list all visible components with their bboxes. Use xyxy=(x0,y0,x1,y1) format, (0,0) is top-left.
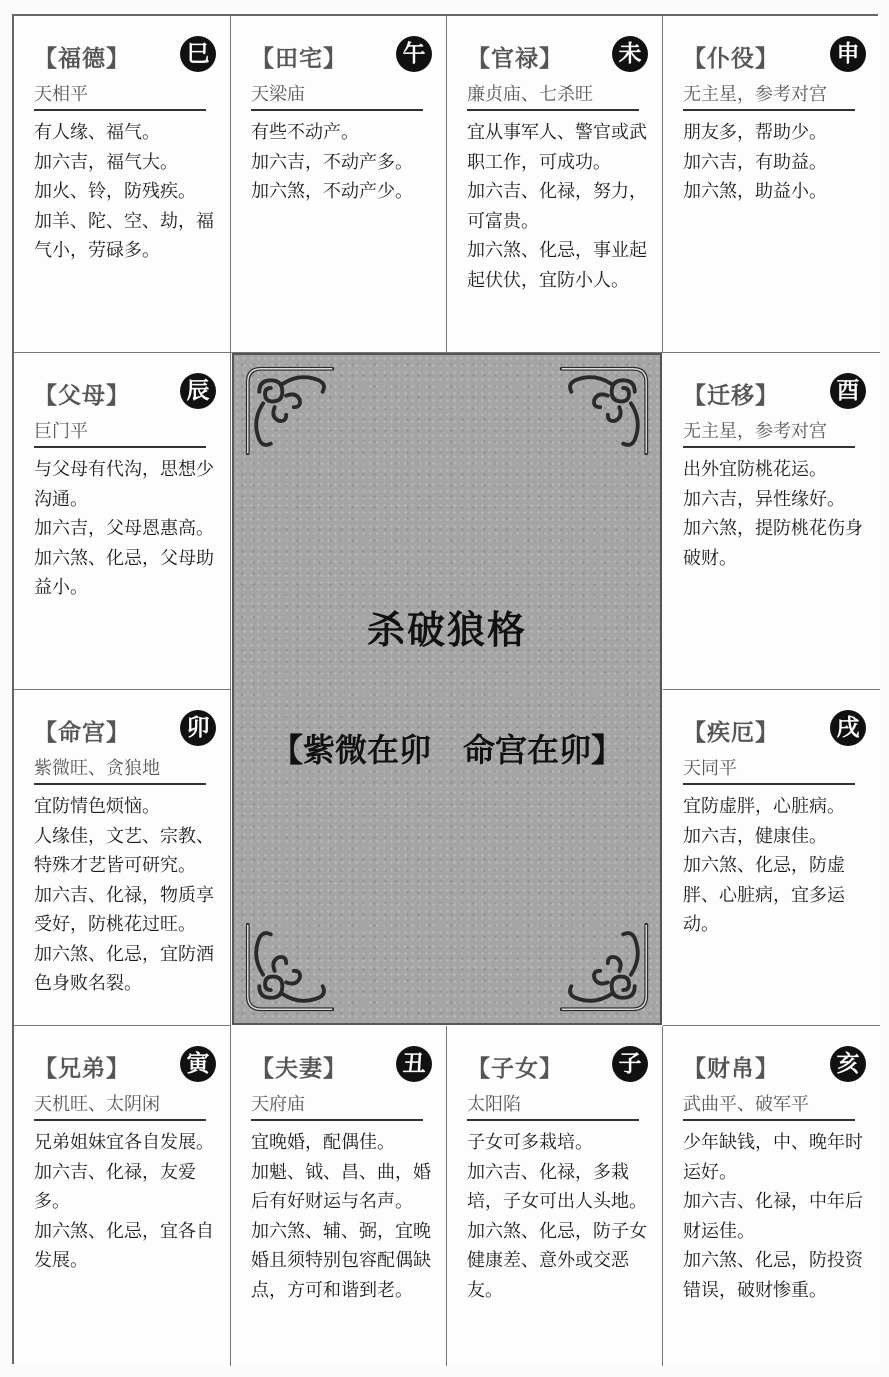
description-line: 加六吉、化禄，友爱多。 xyxy=(34,1161,196,1212)
description-line: 加六煞、化忌，父母助益小。 xyxy=(34,547,214,598)
palace-name: 【父母】 xyxy=(34,383,130,409)
palace-stars: 天梁庙 xyxy=(251,80,423,111)
description-line: 加六吉，异性缘好。 xyxy=(683,488,845,510)
description-line: 加六吉，健康佳。 xyxy=(683,825,827,847)
palace-stars: 武曲平、破军平 xyxy=(683,1090,855,1121)
palace-description xyxy=(683,118,870,207)
palace-description xyxy=(467,1128,652,1305)
description-line: 人缘佳，文艺、宗教、特殊才艺皆可研究。 xyxy=(34,825,214,876)
branch-badge: 子 xyxy=(612,1046,648,1082)
description-line: 加六煞、化忌，事业起起伏伏，宜防小人。 xyxy=(467,240,647,291)
description-line: 有人缘、福气。 xyxy=(34,122,160,143)
description-line: 加六吉、化禄，努力，可富贵。 xyxy=(467,181,647,232)
description-line: 加羊、陀、空、劫，福气小，劳碌多。 xyxy=(34,210,214,261)
palace-stars: 太阳陷 xyxy=(467,1090,639,1121)
description-line: 宜晚婚，配偶佳。 xyxy=(251,1132,395,1153)
description-line: 加六吉，不动产多。 xyxy=(251,151,413,173)
branch-badge: 寅 xyxy=(180,1046,216,1082)
palace-name: 【财帛】 xyxy=(683,1056,779,1082)
palace-name: 【田宅】 xyxy=(251,46,347,72)
corner-ornament-icon xyxy=(242,363,338,459)
corner-ornament-icon xyxy=(556,919,652,1015)
palace-stars: 天府庙 xyxy=(251,1090,423,1121)
description-line: 出外宜防桃花运。 xyxy=(683,459,827,480)
description-line: 加火、铃，防残疾。 xyxy=(34,181,196,202)
description-line: 加六吉、化禄，中年后财运佳。 xyxy=(683,1191,863,1242)
palace-description xyxy=(34,118,220,266)
palace-cell-xiongdi xyxy=(14,1026,231,1366)
branch-badge: 亥 xyxy=(830,1046,866,1082)
palace-stars: 无主星，参考对宫 xyxy=(683,417,855,448)
palace-cell-fuqi xyxy=(231,1026,447,1366)
palace-stars: 廉贞庙、七杀旺 xyxy=(467,80,639,111)
palace-name: 【命宫】 xyxy=(34,720,130,746)
description-line: 加六吉、化禄，多栽培，子女可出人头地。 xyxy=(467,1161,647,1212)
description-line: 有些不动产。 xyxy=(251,122,359,143)
palace-description xyxy=(251,118,436,207)
palace-stars: 巨门平 xyxy=(34,417,206,448)
description-line: 朋友多，帮助少。 xyxy=(683,122,827,143)
palace-cell-guanlu xyxy=(447,16,663,353)
palace-description xyxy=(683,792,870,940)
description-line: 宜从事军人、警官或武职工作，可成功。 xyxy=(467,122,647,173)
pattern-subtitle: 【紫微在卯 命宫在卯】 xyxy=(270,731,623,769)
description-line: 加六煞、化忌，宜各自发展。 xyxy=(34,1220,214,1271)
description-line: 加六煞、化忌，防虚胖、心脏病，宜多运动。 xyxy=(683,855,845,935)
description-line: 宜防情色烦恼。 xyxy=(34,796,160,817)
ziwei-chart-board xyxy=(12,14,878,1364)
palace-stars: 天机旺、太阴闲 xyxy=(34,1090,206,1121)
description-line: 与父母有代沟，思想少沟通。 xyxy=(34,459,214,510)
palace-cell-tianzhai xyxy=(231,16,447,353)
palace-name: 【夫妻】 xyxy=(251,1056,347,1082)
palace-description xyxy=(34,455,220,603)
corner-ornament-icon xyxy=(556,363,652,459)
palace-description xyxy=(34,1128,220,1276)
corner-ornament-icon xyxy=(242,919,338,1015)
description-line: 宜防虚胖，心脏病。 xyxy=(683,796,845,817)
branch-badge: 未 xyxy=(612,36,648,72)
branch-badge: 巳 xyxy=(180,36,216,72)
description-line: 加六煞，助益小。 xyxy=(683,181,827,202)
palace-description xyxy=(467,118,652,295)
palace-cell-zinv xyxy=(447,1026,663,1366)
branch-badge: 酉 xyxy=(830,373,866,409)
palace-name: 【迁移】 xyxy=(683,383,779,409)
description-line: 加六煞、化忌，宜防酒色身败名裂。 xyxy=(34,943,214,994)
description-line: 加六吉，父母恩惠高。 xyxy=(34,518,214,539)
palace-cell-fumu xyxy=(14,353,231,690)
palace-cell-caibo xyxy=(663,1026,880,1366)
description-line: 加六煞，提防桃花伤身破财。 xyxy=(683,518,863,569)
palace-name: 【子女】 xyxy=(467,1056,563,1082)
palace-stars: 天相平 xyxy=(34,80,206,111)
description-line: 加六煞、化忌，防投资错误，破财惨重。 xyxy=(683,1250,863,1301)
description-line: 加魁、钺、昌、曲，婚后有好财运与名声。 xyxy=(251,1161,431,1212)
branch-badge: 午 xyxy=(396,36,432,72)
description-line: 加六煞，不动产少。 xyxy=(251,181,413,202)
palace-cell-minggong xyxy=(14,690,231,1026)
branch-badge: 戌 xyxy=(830,710,866,746)
description-line: 加六吉，福气大。 xyxy=(34,151,178,173)
palace-cell-jie xyxy=(663,690,880,1026)
pattern-title: 杀破狼格 xyxy=(366,607,527,652)
branch-badge: 申 xyxy=(830,36,866,72)
palace-description xyxy=(251,1128,436,1305)
palace-name: 【兄弟】 xyxy=(34,1056,130,1082)
center-panel xyxy=(232,353,662,1025)
palace-stars: 天同平 xyxy=(683,754,855,785)
branch-badge: 丑 xyxy=(396,1046,432,1082)
description-line: 加六吉、化禄，物质享受好，防桃花过旺。 xyxy=(34,884,214,935)
palace-cell-puyi xyxy=(663,16,880,353)
palace-cell-qianyi xyxy=(663,353,880,690)
description-line: 子女可多栽培。 xyxy=(467,1132,593,1153)
palace-name: 【疾厄】 xyxy=(683,720,779,746)
description-line: 加六煞、辅、弼，宜晚婚且须特别包容配偶缺点，方可和谐到老。 xyxy=(251,1220,431,1301)
palace-cell-fude xyxy=(14,16,231,353)
palace-name: 【福德】 xyxy=(34,46,130,72)
palace-description xyxy=(34,792,220,999)
palace-description xyxy=(683,455,870,573)
description-line: 加六煞、化忌，防子女健康差、意外或交恶友。 xyxy=(467,1220,647,1301)
branch-badge: 辰 xyxy=(180,373,216,409)
palace-description xyxy=(683,1128,870,1305)
description-line: 少年缺钱，中、晚年时运好。 xyxy=(683,1132,863,1183)
palace-stars: 无主星，参考对宫 xyxy=(683,80,855,111)
description-line: 加六吉，有助益。 xyxy=(683,151,827,173)
description-line: 兄弟姐妹宜各自发展。 xyxy=(34,1132,214,1153)
palace-name: 【仆役】 xyxy=(683,46,779,72)
branch-badge: 卯 xyxy=(180,710,216,746)
palace-name: 【官禄】 xyxy=(467,46,563,72)
palace-stars: 紫微旺、贪狼地 xyxy=(34,754,206,785)
